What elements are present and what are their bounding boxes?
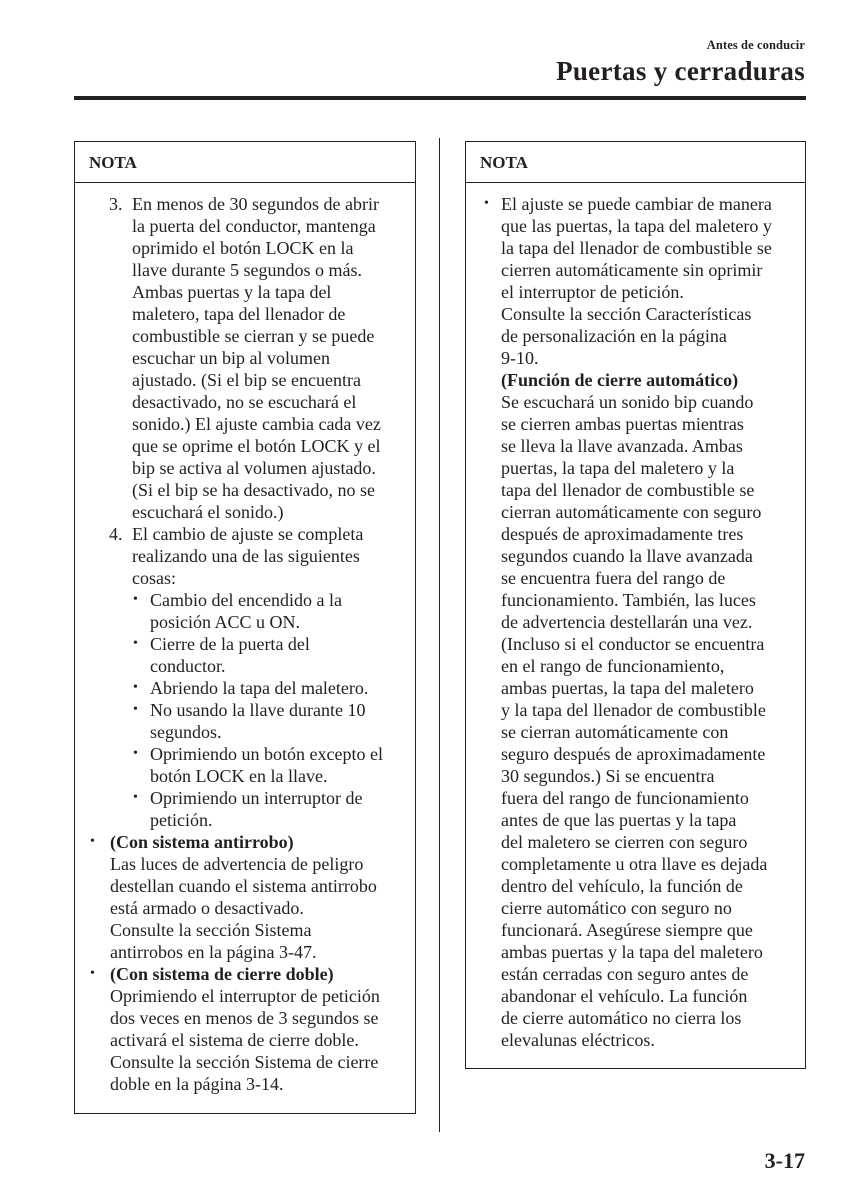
- text-line: activará el sistema de cierre doble.: [110, 1030, 359, 1050]
- sub-bullet-item: [75, 699, 415, 743]
- text-line: segundos.: [150, 722, 222, 742]
- text-line: (Si el bip se ha desactivado, no se: [132, 480, 375, 500]
- note-heading: NOTA: [466, 142, 805, 183]
- sub-bullet-item: [75, 743, 415, 787]
- text-line: y la tapa del llenador de combustible: [501, 700, 766, 720]
- bullet-dot-icon: •: [133, 702, 138, 717]
- note-heading: NOTA: [75, 142, 415, 183]
- note-box-left: [74, 141, 416, 1114]
- text-line: ajustado. (Si el bip se encuentra: [132, 370, 361, 390]
- numbered-item-3: [75, 193, 415, 523]
- item-number: 3.: [109, 194, 123, 214]
- text-line: Ambas puertas y la tapa del: [132, 282, 332, 302]
- text-line: sonido.) El ajuste cambia cada vez: [132, 414, 381, 434]
- text-line: están cerradas con seguro antes de: [501, 964, 749, 984]
- item-text: [132, 523, 415, 589]
- text-line: escuchar un bip al volumen: [132, 348, 330, 368]
- text-line: dentro del vehículo, la función de: [501, 876, 743, 896]
- text-line: de advertencia destellarán una vez.: [501, 612, 753, 632]
- text-line: destellan cuando el sistema antirrobo: [110, 876, 377, 896]
- page-number: 3-17: [764, 1148, 805, 1173]
- text-line: ambas puertas, la tapa del maletero: [501, 678, 754, 698]
- text-line: Oprimiendo el interruptor de petición: [110, 986, 380, 1006]
- text-line: doble en la página 3-14.: [110, 1074, 284, 1094]
- text-line: No usando la llave durante 10: [150, 700, 366, 720]
- text-line: antirrobos en la página 3-47.: [110, 942, 317, 962]
- text-line: Oprimiendo un botón excepto el: [150, 744, 383, 764]
- text-line: se cierran automáticamente con: [501, 722, 729, 742]
- column-divider: [439, 138, 440, 1132]
- text-line: seguro después de aproximadamente: [501, 744, 766, 764]
- bullet-dot-icon: •: [90, 966, 95, 981]
- text-line: se encuentra fuera del rango de: [501, 568, 726, 588]
- text-line: la tapa del llenador de combustible se: [501, 238, 772, 258]
- bullet-dot-icon: •: [90, 834, 95, 849]
- text-line: que las puertas, la tapa del maletero y: [501, 216, 772, 236]
- item-number: 4.: [109, 524, 123, 544]
- text-line: se cierren ambas puertas mientras: [501, 414, 744, 434]
- bullet-dot-icon: •: [133, 790, 138, 805]
- text-line: Consulte la sección Sistema: [110, 920, 312, 940]
- text-line: desactivado, no se escuchará el: [132, 392, 357, 412]
- bullet-antirrobo: [75, 831, 415, 963]
- bullet-ajuste: [466, 193, 805, 1051]
- text-line: dos veces en menos de 3 segundos se: [110, 1008, 379, 1028]
- text-line: petición.: [150, 810, 213, 830]
- text-line: conductor.: [150, 656, 226, 676]
- text-line: elevalunas eléctricos.: [501, 1030, 655, 1050]
- text-line: llave durante 5 segundos o más.: [132, 260, 362, 280]
- text-line: El cambio de ajuste se completa: [132, 524, 364, 544]
- text-line: bip se activa al volumen ajustado.: [132, 458, 376, 478]
- text-line: de personalización en la página: [501, 326, 727, 346]
- text-line: segundos cuando la llave avanzada: [501, 546, 753, 566]
- bullet-dot-icon: •: [133, 680, 138, 695]
- text-line: tapa del llenador de combustible se: [501, 480, 755, 500]
- text-line: que se oprime el botón LOCK y el: [132, 436, 381, 456]
- bullet-heading: (Con sistema antirrobo): [110, 832, 294, 852]
- text-line: botón LOCK en la llave.: [150, 766, 328, 786]
- text-line: cierren automáticamente sin oprimir: [501, 260, 763, 280]
- text-line: después de aproximadamente tres: [501, 524, 744, 544]
- text-line: realizando una de las siguientes: [132, 546, 360, 566]
- text-line: funcionará. Asegúrese siempre que: [501, 920, 753, 940]
- text-line: completamente u otra llave es dejada: [501, 854, 768, 874]
- sub-bullet-item: [75, 787, 415, 831]
- text-line: El ajuste se puede cambiar de manera: [501, 194, 772, 214]
- text-line: se lleva la llave avanzada. Ambas: [501, 436, 743, 456]
- text-line: Las luces de advertencia de peligro: [110, 854, 364, 874]
- text-line: En menos de 30 segundos de abrir: [132, 194, 379, 214]
- text-line: Cambio del encendido a la: [150, 590, 342, 610]
- text-line: combustible se cierran y se puede: [132, 326, 375, 346]
- text-line: Abriendo la tapa del maletero.: [150, 678, 369, 698]
- text-line: antes de que las puertas y la tapa: [501, 810, 737, 830]
- text-line: en el rango de funcionamiento,: [501, 656, 725, 676]
- text-line: del maletero se cierren con seguro: [501, 832, 748, 852]
- sub-bullet-item: [75, 633, 415, 677]
- text-line: oprimido el botón LOCK en la: [132, 238, 354, 258]
- text-line: la puerta del conductor, mantenga: [132, 216, 376, 236]
- bullet-dot-icon: •: [133, 746, 138, 761]
- text-line: cierre automático con seguro no: [501, 898, 732, 918]
- text-line: de cierre automático no cierra los: [501, 1008, 742, 1028]
- text-line: (Incluso si el conductor se encuentra: [501, 634, 765, 654]
- text-line: está armado o desactivado.: [110, 898, 304, 918]
- text-line: 9-10.: [501, 348, 539, 368]
- text-line: maletero, tapa del llenador de: [132, 304, 346, 324]
- text-line: Consulte la sección Sistema de cierre: [110, 1052, 379, 1072]
- text-line: escuchará el sonido.): [132, 502, 284, 522]
- bullet-cierre-doble: [75, 963, 415, 1095]
- sub-bullet-item: [75, 677, 415, 699]
- text-line: el interruptor de petición.: [501, 282, 684, 302]
- text-line: fuera del rango de funcionamiento: [501, 788, 749, 808]
- page-header: [556, 38, 805, 87]
- sub-bullet-item: [75, 589, 415, 633]
- subheading: (Función de cierre automático): [501, 370, 739, 390]
- bullet-heading: (Con sistema de cierre doble): [110, 964, 334, 984]
- numbered-item-4: [75, 523, 415, 589]
- text-line: funcionamiento. También, las luces: [501, 590, 756, 610]
- text-line: 30 segundos.) Si se encuentra: [501, 766, 715, 786]
- text-line: Se escuchará un sonido bip cuando: [501, 392, 754, 412]
- bullet-dot-icon: •: [133, 636, 138, 651]
- text-line: Cierre de la puerta del: [150, 634, 310, 654]
- bullet-dot-icon: •: [484, 196, 489, 211]
- text-line: abandonar el vehículo. La función: [501, 986, 748, 1006]
- text-line: cosas:: [132, 568, 176, 588]
- note-box-right: [465, 141, 806, 1069]
- text-line: Consulte la sección Características: [501, 304, 752, 324]
- text-line: posición ACC u ON.: [150, 612, 301, 632]
- item-text: [132, 193, 415, 523]
- text-line: puertas, la tapa del maletero y la: [501, 458, 735, 478]
- note-body: [75, 183, 415, 1095]
- bullet-dot-icon: •: [133, 592, 138, 607]
- page-title: Puertas y cerraduras: [556, 56, 805, 86]
- text-line: cierran automáticamente con seguro: [501, 502, 762, 522]
- section-label: Antes de conducir: [706, 38, 805, 52]
- note-body: [466, 183, 805, 1051]
- text-line: ambas puertas y la tapa del maletero: [501, 942, 763, 962]
- text-line: Oprimiendo un interruptor de: [150, 788, 363, 808]
- header-rule: [74, 96, 806, 100]
